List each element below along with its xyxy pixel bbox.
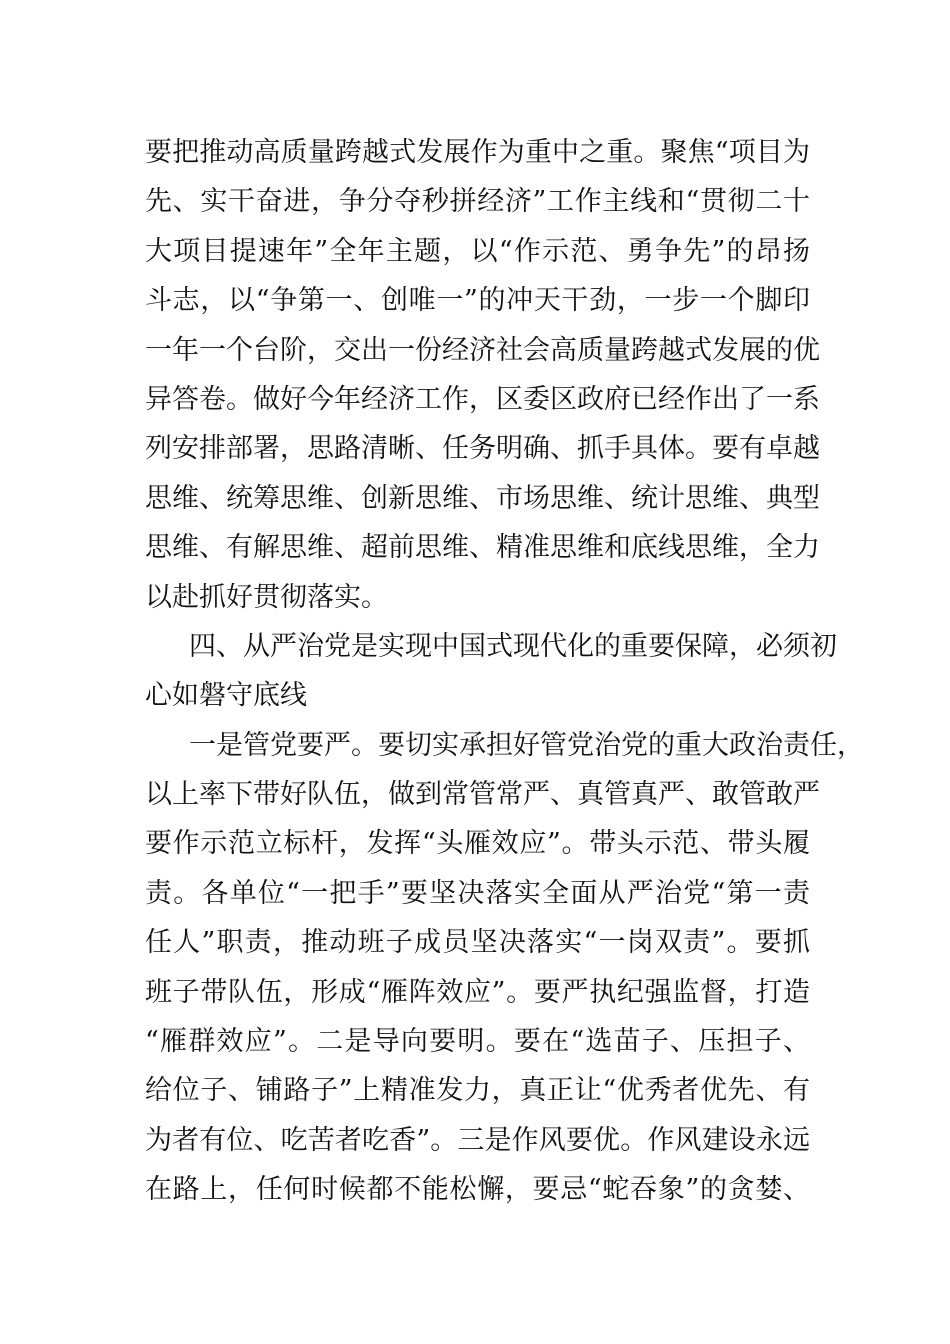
text-line-22: 在路上，任何时候都不能松懈，要忌“蛇吞象”的贪婪、: [145, 1174, 810, 1206]
text-line-8: 思维、统筹思维、创新思维、市场思维、统计思维、典型: [145, 482, 820, 514]
text-line-21: 为者有位、吃苦者吃香”。三是作风要优。作风建设永远: [145, 1124, 810, 1156]
section-heading-line-2: 心如磐守底线: [145, 680, 307, 712]
text-line-5: 一年一个台阶，交出一份经济社会高质量跨越式发展的优: [145, 334, 820, 366]
text-line-15: 要作示范立标杆，发挥“头雁效应”。带头示范、带头履: [145, 828, 810, 860]
text-line-1: 要把推动高质量跨越式发展作为重中之重。聚焦“项目为: [145, 137, 810, 168]
text-line-18: 班子带队伍，形成“雁阵效应”。要严执纪强监督，打造: [145, 976, 810, 1008]
text-line-6: 异答卷。做好今年经济工作，区委区政府已经作出了一系: [145, 383, 820, 415]
document-body: [145, 128, 864, 1215]
text-line-13: 一是管党要严。要切实承担好管党治党的重大政治责任，: [189, 729, 864, 761]
text-line-7: 列安排部署，思路清晰、任务明确、抓手具体。要有卓越: [145, 433, 820, 465]
text-line-19: “雁群效应”。二是导向要明。要在“选苗子、压担子、: [145, 1026, 810, 1058]
text-line-17: 任人”职责，推动班子成员坚决落实“一岗双责”。要抓: [145, 927, 810, 959]
text-line-3: 大项目提速年”全年主题，以“作示范、勇争先”的昂扬: [145, 235, 810, 267]
text-line-14: 以上率下带好队伍，做到常管常严、真管真严、敢管敢严: [145, 779, 820, 811]
text-line-16: 责。各单位“一把手”要坚决落实全面从严治党“第一责: [145, 877, 810, 909]
text-line-2: 先、实干奋进，争分夺秒拼经济”工作主线和“贯彻二十: [145, 186, 810, 218]
text-line-4: 斗志，以“争第一、创唯一”的冲天干劲，一步一个脚印: [145, 285, 810, 317]
text-line-9: 思维、有解思维、超前思维、精准思维和底线思维，全力: [145, 532, 820, 564]
section-heading-line-1: 四、从严治党是实现中国式现代化的重要保障，必须初: [189, 630, 837, 662]
text-line-10: 以赴抓好贯彻落实。: [145, 581, 388, 613]
text-line-20: 给位子、铺路子”上精准发力，真正让“优秀者优先、有: [145, 1075, 810, 1107]
